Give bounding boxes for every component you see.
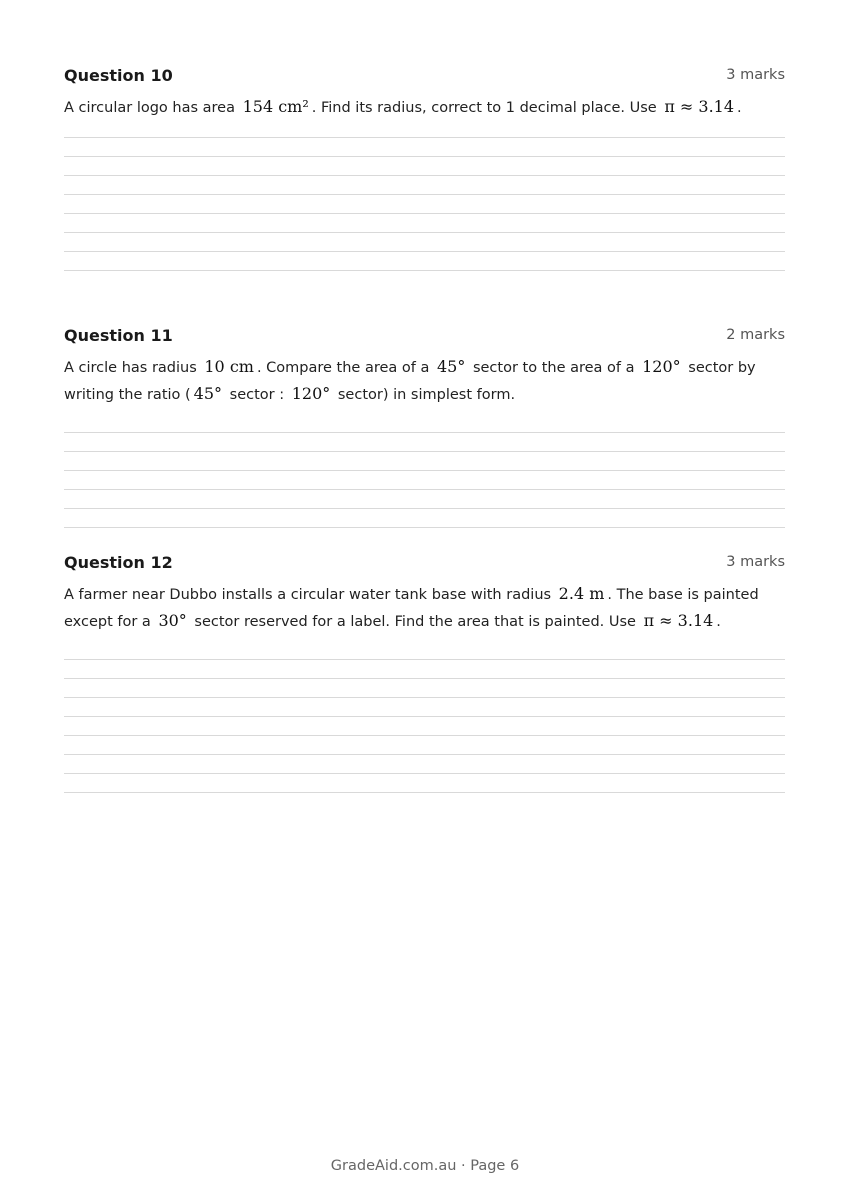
question-text	[64, 354, 785, 408]
answer-line	[64, 659, 785, 660]
question-header	[64, 326, 785, 348]
answer-line	[64, 697, 785, 698]
answer-line	[64, 489, 785, 490]
math-expression: 10 cm	[204, 357, 254, 376]
answer-line	[64, 735, 785, 736]
answer-line	[64, 792, 785, 793]
math-expression: 30°	[158, 611, 187, 630]
math-expression: 120°	[291, 384, 331, 403]
answer-line	[64, 470, 785, 471]
question-text-segment: A farmer near Dubbo installs a circular water tank base with radius	[64, 587, 556, 603]
math-expression: π ≈ 3.14	[664, 97, 735, 116]
question-text-segment: .	[737, 100, 742, 116]
question-title: Question 11	[64, 326, 173, 345]
answer-lines	[64, 137, 785, 271]
question-header	[64, 66, 785, 88]
answer-line	[64, 432, 785, 433]
answer-line	[64, 232, 785, 233]
question-header	[64, 553, 785, 575]
answer-line	[64, 194, 785, 195]
question-title: Question 10	[64, 66, 173, 85]
question-text-segment: .	[716, 614, 721, 630]
answer-line	[64, 137, 785, 138]
question-text-segment: . Compare the area of a	[256, 360, 434, 376]
question-12	[64, 553, 785, 793]
question-text-segment: . Find its radius, correct to 1 decimal place. Use	[311, 100, 662, 116]
question-marks: 2 marks	[726, 327, 785, 343]
question-text-segment: sector by writing the ratio (	[64, 360, 756, 403]
question-text-segment: A circle has radius	[64, 360, 202, 376]
answer-line	[64, 251, 785, 252]
page-footer: GradeAid.com.au · Page 6	[330, 1158, 520, 1174]
answer-lines	[64, 659, 785, 793]
question-marks: 3 marks	[726, 554, 785, 570]
answer-line	[64, 508, 785, 509]
answer-line	[64, 754, 785, 755]
answer-line	[64, 270, 785, 271]
answer-line	[64, 773, 785, 774]
question-text-segment: sector to the area of a	[468, 360, 640, 376]
answer-lines	[64, 432, 785, 528]
answer-line	[64, 527, 785, 528]
question-text-segment: sector :	[225, 387, 289, 403]
math-expression: 45°	[436, 357, 466, 376]
question-text	[64, 581, 785, 635]
question-text	[64, 94, 785, 121]
answer-line	[64, 678, 785, 679]
math-expression: 2.4 m	[558, 584, 605, 603]
question-10	[64, 66, 785, 271]
math-expression: π ≈ 3.14	[643, 611, 714, 630]
question-marks: 3 marks	[726, 67, 785, 83]
math-expression: 154 cm²	[242, 97, 309, 116]
question-11	[64, 326, 785, 528]
answer-line	[64, 213, 785, 214]
question-title: Question 12	[64, 553, 173, 572]
math-expression: 120°	[642, 357, 681, 376]
answer-line	[64, 716, 785, 717]
answer-line	[64, 156, 785, 157]
question-text-segment: A circular logo has area	[64, 100, 240, 116]
answer-line	[64, 451, 785, 452]
question-text-segment: sector reserved for a label. Find the area that is painted. Use	[189, 614, 641, 630]
question-text-segment: sector) in simplest form.	[333, 387, 516, 403]
answer-line	[64, 175, 785, 176]
math-expression: 45°	[193, 384, 223, 403]
question-text-segment: . The base is painted except for a	[64, 587, 759, 630]
